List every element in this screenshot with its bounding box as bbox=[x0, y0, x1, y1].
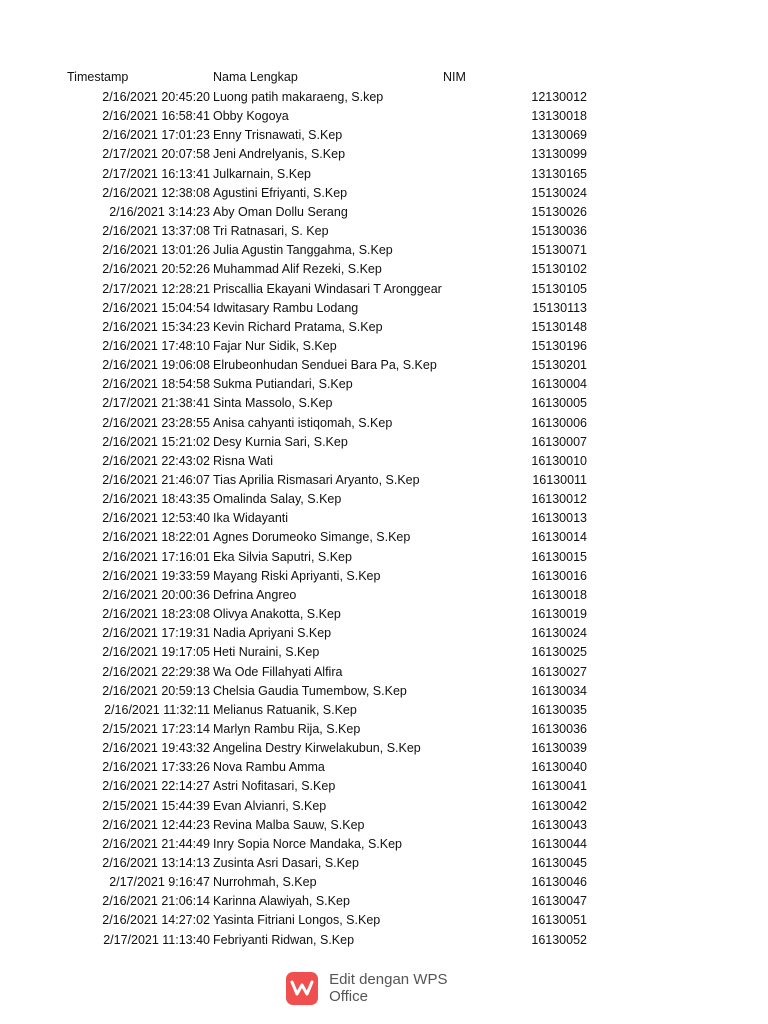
nim-cell: 16130045 bbox=[531, 856, 587, 870]
timestamp-cell: 2/16/2021 19:06:08 bbox=[102, 358, 210, 373]
table-row bbox=[0, 836, 768, 855]
wps-logo-icon bbox=[286, 972, 318, 1005]
timestamp-cell: 2/16/2021 22:29:38 bbox=[102, 664, 210, 679]
timestamp-cell: 2/16/2021 13:14:13 bbox=[102, 856, 210, 870]
nim-cell: 16130040 bbox=[531, 760, 587, 775]
name-cell: Nadia Apriyani S.Kep bbox=[213, 626, 332, 641]
nim-cell: 16130041 bbox=[531, 779, 587, 794]
name-cell: Ika Widayanti bbox=[213, 511, 289, 526]
nim-cell: 16130016 bbox=[531, 568, 587, 583]
table-row bbox=[0, 798, 768, 817]
nim-cell: 16130018 bbox=[531, 587, 587, 602]
table-row bbox=[0, 185, 768, 204]
nim-cell: 15130026 bbox=[531, 204, 587, 219]
nim-cell: 16130039 bbox=[531, 741, 587, 756]
name-cell: Sinta Massolo, S.Kep bbox=[213, 396, 333, 411]
nim-cell: 15130102 bbox=[531, 262, 587, 277]
timestamp-cell: 2/16/2021 18:22:01 bbox=[102, 530, 210, 545]
timestamp-cell: 2/16/2021 12:38:08 bbox=[102, 185, 210, 200]
name-cell: Defrina Angreo bbox=[213, 587, 297, 602]
nim-cell: 16130007 bbox=[531, 434, 587, 449]
table-row bbox=[0, 376, 768, 395]
table-row bbox=[0, 683, 768, 702]
nim-cell: 16130042 bbox=[531, 798, 587, 813]
timestamp-cell: 2/16/2021 13:01:26 bbox=[102, 243, 210, 258]
name-cell: Karinna Alawiyah, S.Kep bbox=[213, 894, 350, 909]
nim-cell: 13130165 bbox=[531, 166, 587, 181]
table-row bbox=[0, 568, 768, 587]
name-cell: Angelina Destry Kirwelakubun, S.Kep bbox=[213, 741, 421, 756]
timestamp-cell: 2/17/2021 16:13:41 bbox=[102, 166, 210, 181]
name-cell: Fajar Nur Sidik, S.Kep bbox=[213, 338, 337, 353]
nim-cell: 16130006 bbox=[531, 415, 587, 430]
table-row bbox=[0, 453, 768, 472]
nim-cell: 15130201 bbox=[531, 358, 587, 373]
nim-cell: 15130196 bbox=[531, 338, 587, 353]
nim-cell: 16130027 bbox=[531, 664, 587, 679]
nim-cell: 16130035 bbox=[531, 702, 587, 717]
nim-cell: 16130010 bbox=[531, 453, 587, 468]
table-row bbox=[0, 357, 768, 376]
name-cell: Chelsia Gaudia Tumembow, S.Kep bbox=[213, 683, 407, 698]
nim-cell: 16130052 bbox=[531, 932, 587, 947]
timestamp-cell: 2/16/2021 15:34:23 bbox=[102, 319, 210, 334]
name-cell: Evan Alvianri, S.Kep bbox=[213, 798, 327, 813]
nim-cell: 12130012 bbox=[531, 90, 587, 104]
table-row bbox=[0, 242, 768, 261]
name-cell: Muhammad Alif Rezeki, S.Kep bbox=[213, 262, 382, 277]
nim-cell: 16130024 bbox=[531, 626, 587, 641]
timestamp-cell: 2/16/2021 13:37:08 bbox=[102, 224, 210, 239]
table-row bbox=[0, 395, 768, 414]
timestamp-cell: 2/16/2021 22:43:02 bbox=[102, 453, 210, 468]
name-cell: Idwitasary Rambu Lodang bbox=[213, 300, 359, 315]
table-row bbox=[0, 338, 768, 357]
timestamp-cell: 2/16/2021 23:28:55 bbox=[102, 415, 210, 430]
name-cell: Enny Trisnawati, S.Kep bbox=[213, 128, 343, 143]
nim-cell: 15130148 bbox=[531, 319, 587, 334]
timestamp-cell: 2/16/2021 21:46:07 bbox=[102, 473, 210, 487]
timestamp-cell: 2/16/2021 20:45:20 bbox=[102, 90, 210, 104]
table-row bbox=[0, 549, 768, 568]
table-row bbox=[0, 721, 768, 740]
nim-cell: 16130025 bbox=[531, 645, 587, 660]
table-row bbox=[0, 127, 768, 146]
name-cell: Agustini Efriyanti, S.Kep bbox=[213, 185, 348, 200]
name-cell: Kevin Richard Pratama, S.Kep bbox=[213, 319, 383, 334]
table-row bbox=[0, 491, 768, 510]
name-cell: Febriyanti Ridwan, S.Kep bbox=[213, 932, 355, 947]
timestamp-cell: 2/16/2021 17:19:31 bbox=[102, 626, 210, 641]
header-timestamp: Timestamp bbox=[67, 70, 129, 84]
nim-cell: 13130099 bbox=[531, 147, 587, 162]
nim-cell: 16130034 bbox=[531, 683, 587, 698]
name-cell: Julia Agustin Tanggahma, S.Kep bbox=[213, 243, 393, 258]
name-cell: Mayang Riski Apriyanti, S.Kep bbox=[213, 568, 381, 583]
table-row bbox=[0, 644, 768, 663]
timestamp-cell: 2/16/2021 19:43:32 bbox=[102, 741, 210, 756]
name-cell: Heti Nuraini, S.Kep bbox=[213, 645, 320, 660]
name-cell: Jeni Andrelyanis, S.Kep bbox=[213, 147, 346, 162]
nim-cell: 16130004 bbox=[531, 377, 587, 392]
table-row bbox=[0, 759, 768, 778]
table-row bbox=[0, 146, 768, 165]
table-row bbox=[0, 166, 768, 185]
timestamp-cell: 2/16/2021 20:59:13 bbox=[102, 683, 210, 698]
timestamp-cell: 2/16/2021 18:43:35 bbox=[102, 492, 210, 507]
nim-cell: 15130105 bbox=[531, 281, 587, 296]
table-row bbox=[0, 740, 768, 759]
table-row bbox=[0, 434, 768, 453]
name-cell: Nova Rambu Amma bbox=[213, 760, 325, 775]
table-row bbox=[0, 817, 768, 836]
name-cell: Zusinta Asri Dasari, S.Kep bbox=[213, 856, 359, 870]
nim-cell: 16130043 bbox=[531, 817, 587, 832]
name-cell: Elrubeonhudan Senduei Bara Pa, S.Kep bbox=[213, 358, 437, 373]
name-cell: Desy Kurnia Sari, S.Kep bbox=[213, 434, 348, 449]
name-cell: Sukma Putiandari, S.Kep bbox=[213, 377, 353, 392]
timestamp-cell: 2/16/2021 17:33:26 bbox=[102, 760, 210, 775]
timestamp-cell: 2/16/2021 14:27:02 bbox=[102, 913, 210, 928]
table-row bbox=[0, 587, 768, 606]
nim-cell: 16130005 bbox=[531, 396, 587, 411]
timestamp-cell: 2/16/2021 21:44:49 bbox=[102, 836, 210, 851]
table-row bbox=[0, 932, 768, 951]
timestamp-cell: 2/16/2021 21:06:14 bbox=[102, 894, 210, 909]
name-cell: Inry Sopia Norce Mandaka, S.Kep bbox=[213, 836, 402, 851]
table-row bbox=[0, 89, 768, 108]
nim-cell: 16130019 bbox=[531, 607, 587, 622]
timestamp-cell: 2/16/2021 17:48:10 bbox=[102, 338, 210, 353]
nim-cell: 13130018 bbox=[531, 109, 587, 124]
timestamp-cell: 2/16/2021 19:17:05 bbox=[102, 645, 210, 660]
timestamp-cell: 2/16/2021 20:52:26 bbox=[102, 262, 210, 277]
name-cell: Revina Malba Sauw, S.Kep bbox=[213, 817, 365, 832]
wps-edit-label: Edit dengan WPS Office bbox=[329, 971, 448, 1005]
nim-cell: 16130011 bbox=[532, 473, 587, 487]
timestamp-cell: 2/16/2021 16:58:41 bbox=[102, 109, 210, 124]
nim-cell: 15130024 bbox=[531, 185, 587, 200]
name-cell: Wa Ode Fillahyati Alfira bbox=[213, 664, 343, 679]
nim-cell: 15130071 bbox=[531, 243, 587, 258]
nim-cell: 16130047 bbox=[531, 894, 587, 909]
timestamp-cell: 2/16/2021 17:16:01 bbox=[102, 549, 210, 564]
name-cell: Tri Ratnasari, S. Kep bbox=[213, 224, 329, 239]
name-cell: Yasinta Fitriani Longos, S.Kep bbox=[213, 913, 381, 928]
nim-cell: 15130036 bbox=[531, 224, 587, 239]
timestamp-cell: 2/16/2021 22:14:27 bbox=[102, 779, 210, 794]
name-cell: Risna Wati bbox=[213, 453, 273, 468]
table-row bbox=[0, 625, 768, 644]
timestamp-cell: 2/16/2021 11:32:11 bbox=[104, 702, 210, 717]
table-row bbox=[0, 874, 768, 893]
name-cell: Priscallia Ekayani Windasari T Aronggear bbox=[213, 281, 442, 296]
header-nama-lengkap: Nama Lengkap bbox=[213, 70, 298, 84]
timestamp-cell: 2/16/2021 15:04:54 bbox=[102, 300, 210, 315]
nim-cell: 13130069 bbox=[531, 128, 587, 143]
table-row bbox=[0, 529, 768, 548]
name-cell: Nurrohmah, S.Kep bbox=[213, 875, 317, 890]
table-row bbox=[0, 204, 768, 223]
name-cell: Melianus Ratuanik, S.Kep bbox=[213, 702, 357, 717]
timestamp-cell: 2/17/2021 12:28:21 bbox=[102, 281, 210, 296]
timestamp-cell: 2/16/2021 12:44:23 bbox=[102, 817, 210, 832]
nim-cell: 16130044 bbox=[531, 836, 587, 851]
timestamp-cell: 2/15/2021 17:23:14 bbox=[102, 721, 210, 736]
table-row bbox=[0, 778, 768, 797]
timestamp-cell: 2/17/2021 21:38:41 bbox=[102, 396, 210, 411]
table-row bbox=[0, 912, 768, 931]
name-cell: Marlyn Rambu Rija, S.Kep bbox=[213, 721, 361, 736]
timestamp-cell: 2/17/2021 11:13:40 bbox=[103, 932, 210, 947]
table-row bbox=[0, 300, 768, 319]
table-row bbox=[0, 664, 768, 683]
nim-cell: 16130012 bbox=[531, 492, 587, 507]
timestamp-cell: 2/16/2021 15:21:02 bbox=[102, 434, 210, 449]
timestamp-cell: 2/17/2021 20:07:58 bbox=[102, 147, 210, 162]
nim-cell: 16130051 bbox=[531, 913, 587, 928]
name-cell: Anisa cahyanti istiqomah, S.Kep bbox=[213, 415, 393, 430]
timestamp-cell: 2/17/2021 9:16:47 bbox=[109, 875, 210, 890]
timestamp-cell: 2/16/2021 18:54:58 bbox=[102, 377, 210, 392]
name-cell: Omalinda Salay, S.Kep bbox=[213, 492, 342, 507]
timestamp-cell: 2/16/2021 12:53:40 bbox=[102, 511, 210, 526]
wps-edit-banner[interactable] bbox=[286, 971, 486, 1005]
header-nim: NIM bbox=[443, 70, 466, 84]
name-cell: Olivya Anakotta, S.Kep bbox=[213, 607, 341, 622]
name-cell: Astri Nofitasari, S.Kep bbox=[213, 779, 336, 794]
table-row bbox=[0, 606, 768, 625]
name-cell: Tias Aprilia Rismasari Aryanto, S.Kep bbox=[213, 473, 420, 487]
table-row bbox=[0, 855, 768, 874]
table-row bbox=[0, 319, 768, 338]
nim-cell: 16130015 bbox=[531, 549, 587, 564]
timestamp-cell: 2/16/2021 18:23:08 bbox=[102, 607, 210, 622]
name-cell: Julkarnain, S.Kep bbox=[213, 166, 311, 181]
name-cell: Aby Oman Dollu Serang bbox=[213, 204, 348, 219]
table-row bbox=[0, 281, 768, 300]
table-row bbox=[0, 223, 768, 242]
name-cell: Agnes Dorumeoko Simange, S.Kep bbox=[213, 530, 411, 545]
timestamp-cell: 2/15/2021 15:44:39 bbox=[102, 798, 210, 813]
name-cell: Luong patih makaraeng, S.kep bbox=[213, 90, 384, 104]
timestamp-cell: 2/16/2021 19:33:59 bbox=[102, 568, 210, 583]
nim-cell: 16130046 bbox=[531, 875, 587, 890]
table-row bbox=[0, 510, 768, 529]
table-row bbox=[0, 261, 768, 280]
table-row bbox=[0, 472, 768, 491]
table-row bbox=[0, 108, 768, 127]
nim-cell: 15130113 bbox=[532, 300, 587, 315]
name-cell: Eka Silvia Saputri, S.Kep bbox=[213, 549, 352, 564]
timestamp-cell: 2/16/2021 3:14:23 bbox=[109, 204, 210, 219]
table-row bbox=[0, 702, 768, 721]
table-row bbox=[0, 893, 768, 912]
nim-cell: 16130014 bbox=[531, 530, 587, 545]
nim-cell: 16130036 bbox=[531, 721, 587, 736]
name-cell: Obby Kogoya bbox=[213, 109, 289, 124]
nim-cell: 16130013 bbox=[531, 511, 587, 526]
timestamp-cell: 2/16/2021 20:00:36 bbox=[102, 587, 210, 602]
table-row bbox=[0, 415, 768, 434]
timestamp-cell: 2/16/2021 17:01:23 bbox=[102, 128, 210, 143]
